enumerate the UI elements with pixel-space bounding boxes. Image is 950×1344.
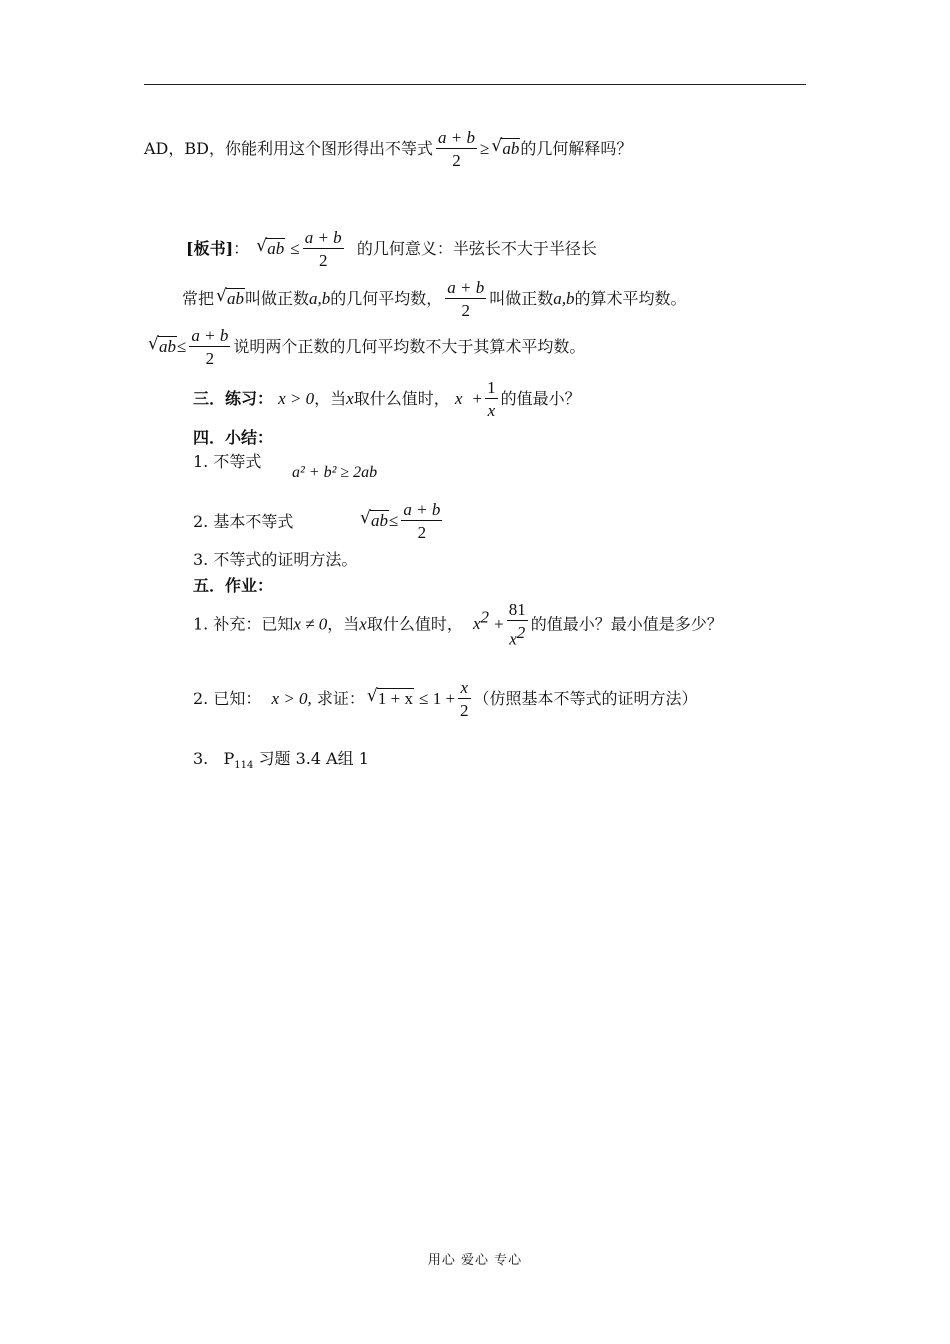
practice-cond: x > 0	[278, 389, 315, 408]
homework-item3-num: 3.	[193, 749, 209, 768]
board-le: ≤	[290, 239, 300, 258]
intro-fraction	[436, 128, 477, 171]
homework-item1-t4: 的值最小？最小值是多少？	[530, 614, 723, 634]
practice-heading: 三．练习：	[193, 389, 274, 408]
header-rule	[144, 84, 806, 85]
intro-line	[144, 128, 632, 171]
para1-sqrt: √ ab	[216, 286, 245, 308]
board-colon: ：	[233, 239, 250, 258]
homework-item2-t2: 求证：	[316, 689, 365, 708]
board-label: [板书]	[186, 239, 234, 258]
intro-frac-num: a + b	[437, 128, 475, 147]
para1-t3: 的几何平均数，	[330, 289, 443, 308]
summary-item2-le: ≤	[389, 511, 399, 530]
homework-item1-t1: 1. 补充：已知	[193, 614, 294, 634]
intro-ge: ≥	[479, 139, 490, 158]
summary-item2-fraction: $\frac{a + b}{2}$	[403, 500, 441, 542]
homework-item1-base: $x^2$	[473, 607, 490, 634]
homework-item2-sqrt: √ 1 + x	[366, 686, 414, 708]
homework-item1-t3: 取什么值时，	[366, 614, 463, 634]
board-line	[186, 228, 597, 271]
para1-t5: 的算术平均数。	[574, 289, 687, 308]
summary-item2-label: 2. 基本不等式	[193, 512, 294, 531]
para2-sqrt: √ ab	[148, 334, 176, 356]
practice-t1: ，当	[314, 389, 347, 408]
summary-item2-math	[358, 500, 445, 543]
homework-item2	[193, 678, 698, 721]
board-sqrt: √ ab	[256, 236, 285, 258]
para2	[146, 326, 585, 369]
para1-var2: a,b	[553, 289, 575, 308]
intro-frac-den: 2	[436, 148, 477, 171]
summary-item1-label: 1. 不等式	[193, 452, 262, 471]
homework-item3-text: 习题 3.4 A组 1	[258, 749, 369, 768]
intro-sqrt: √ ab	[491, 136, 520, 158]
footer: 用心 爱心 专心	[427, 1253, 523, 1268]
homework-item2-cond: x > 0,	[271, 689, 312, 708]
homework-item2-fraction: $\frac{x}{2}$	[460, 678, 469, 720]
para1-t4: 叫做正数	[489, 289, 554, 308]
para1-var1: a,b	[309, 289, 331, 308]
practice-t2: 取什么值时，	[353, 389, 450, 408]
para2-fraction: $\frac{a + b}{2}$	[191, 326, 229, 368]
summary-heading: 四．小结：	[193, 428, 274, 447]
para2-le: ≤	[177, 337, 187, 356]
homework-item1-cond: x ≠ 0	[293, 614, 328, 634]
board-fraction: $\frac{a + b}{2}$	[304, 228, 342, 270]
board-text: 的几何意义：半弦长不大于半径长	[356, 239, 597, 258]
para1-t1: 常把	[182, 289, 215, 308]
homework-heading: 五．作业：	[193, 576, 274, 595]
practice-plus: +	[472, 389, 483, 408]
homework-item1-plus: +	[494, 614, 504, 634]
summary-item1-math: a² + b² ≥ 2ab	[292, 464, 378, 481]
intro-prefix: AD，BD，你能利用这个图形得出不等式	[144, 139, 433, 158]
para1-t2: 叫做正数	[245, 289, 310, 308]
practice-line	[193, 378, 581, 421]
practice-fraction: $\frac{1}{x}$	[487, 378, 496, 420]
homework-item2-t1: 2. 已知：	[193, 689, 262, 708]
homework-item3	[193, 749, 369, 776]
summary-item3: 3. 不等式的证明方法。	[193, 550, 358, 569]
intro-suffix: 的几何解释吗？	[520, 139, 633, 158]
practice-var: x	[346, 389, 354, 408]
practice-t3: 的值最小？	[500, 389, 581, 408]
para1-fraction: $\frac{a + b}{2}$	[447, 278, 485, 320]
homework-item1	[193, 600, 723, 650]
homework-item2-t3: （仿照基本不等式的证明方法）	[473, 689, 698, 708]
practice-expr-x: x	[454, 389, 463, 408]
para2-text: 说明两个正数的几何平均数不大于其算术平均数。	[233, 337, 586, 356]
homework-item1-fraction: $\frac{81}{x^2}$	[508, 600, 526, 649]
homework-item2-le: ≤ 1 +	[419, 689, 456, 708]
para1	[182, 278, 687, 321]
summary-item2-sqrt: √ ab	[360, 508, 388, 530]
homework-item1-t2: ，当	[327, 614, 360, 634]
homework-item3-p: P	[223, 749, 235, 768]
homework-item1-var: x	[359, 614, 367, 634]
homework-item3-sub: 114	[234, 760, 254, 772]
